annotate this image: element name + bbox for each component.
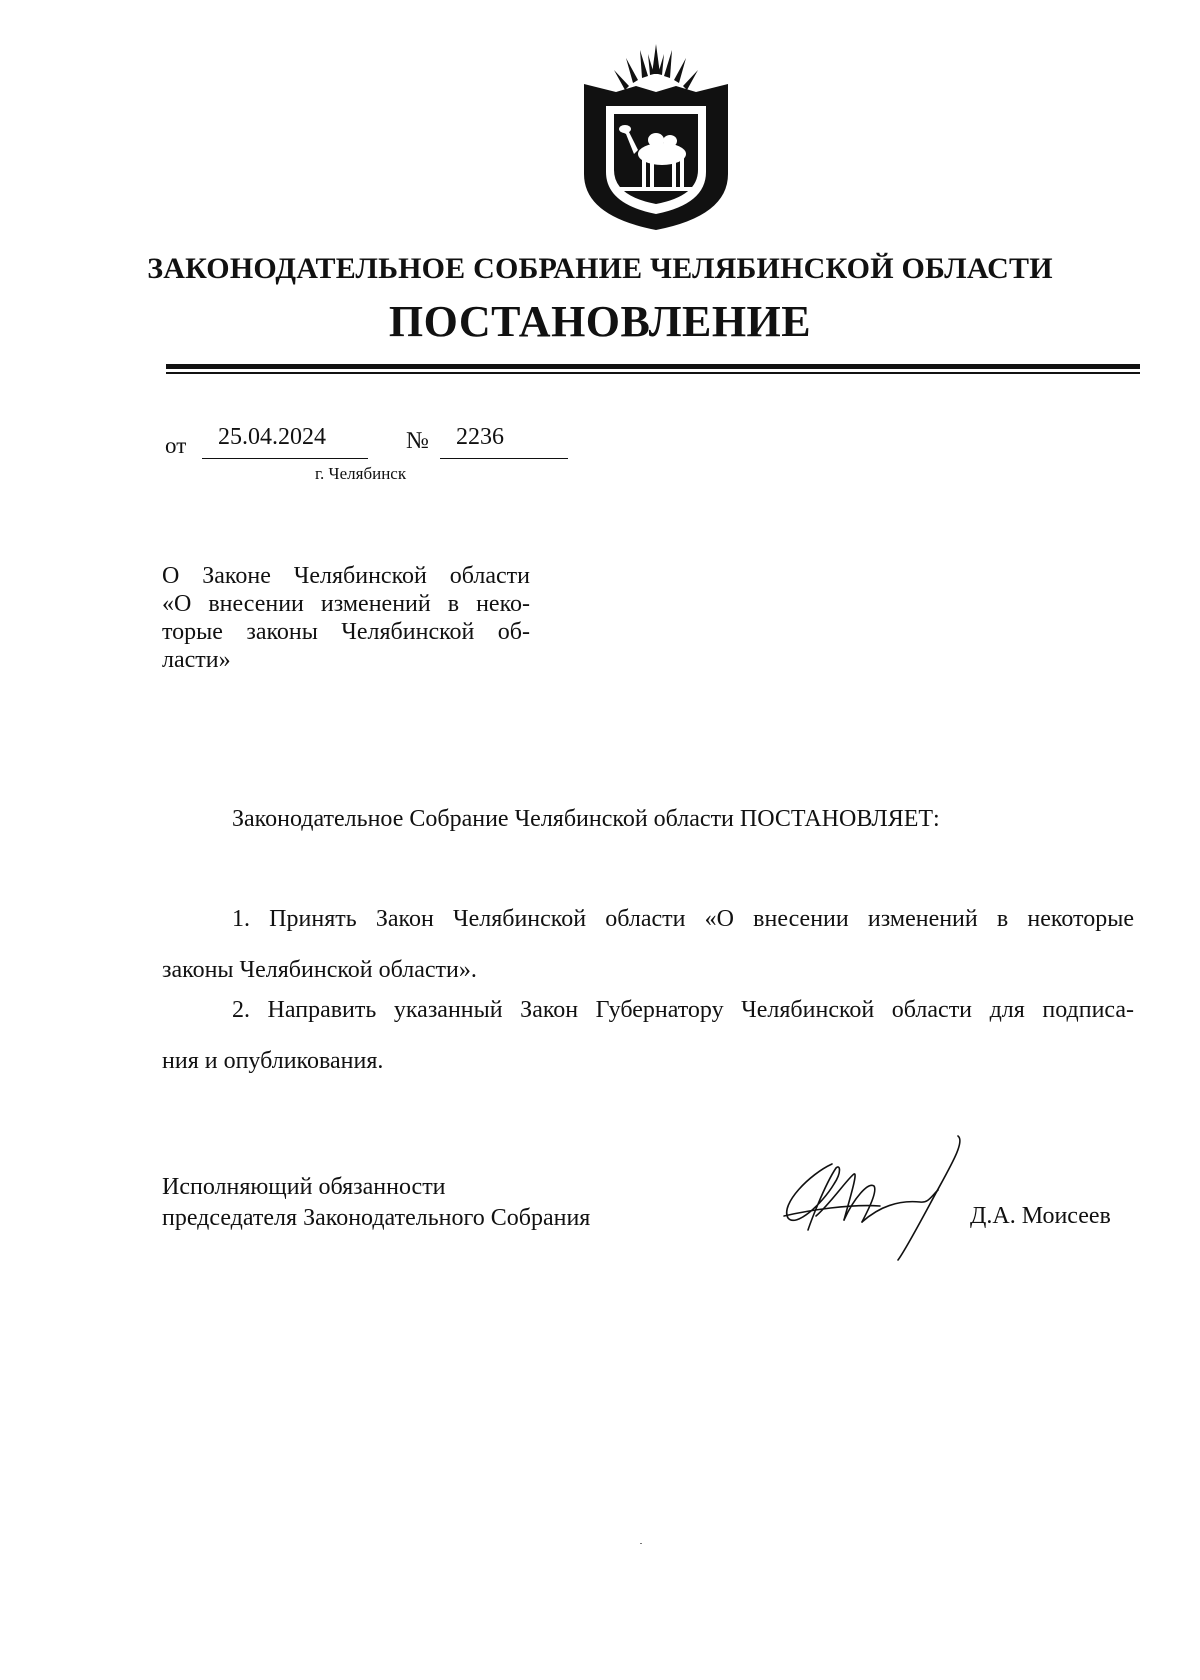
coat-of-arms-icon xyxy=(576,44,736,234)
organization-title: ЗАКОНОДАТЕЛЬНОЕ СОБРАНИЕ ЧЕЛЯБИНСКОЙ ОБЛАСТИ xyxy=(147,252,1053,285)
number-label: № xyxy=(406,428,429,454)
paragraph-line: 2. Направить указанный Закон Губернатору Челябинской области для подписа- xyxy=(232,997,1134,1023)
header-divider-thin xyxy=(166,372,1140,374)
document-number: 2236 xyxy=(456,424,504,450)
date-prefix-label: от xyxy=(165,433,187,458)
header-divider-thick xyxy=(166,364,1140,369)
subject-line: ласти» xyxy=(162,647,231,673)
signer-position-line: председателя Законодательного Собрания xyxy=(162,1205,591,1231)
subject-line: «О внесении изменений в неко- xyxy=(162,591,530,617)
signer-name: Д.А. Моисеев xyxy=(970,1203,1111,1229)
paragraph-line: 1. Принять Закон Челябинской области «О внесении изменений в некоторые xyxy=(232,906,1134,932)
city-label: г. Челябинск xyxy=(315,464,407,483)
resolves-statement: Законодательное Собрание Челябинской области ПОСТАНОВЛЯЕТ: xyxy=(232,806,940,832)
document-type-title: ПОСТАНОВЛЕНИЕ xyxy=(388,297,812,346)
signer-position xyxy=(162,1172,590,1234)
subject-line: торые законы Челябинской об- xyxy=(162,619,530,645)
resolution-item-1 xyxy=(162,894,1134,996)
date-underline xyxy=(202,458,368,459)
resolution-item-2 xyxy=(162,985,1134,1087)
paragraph-line: законы Челябинской области». xyxy=(162,957,477,983)
handwritten-signature-icon xyxy=(770,1134,1010,1264)
document-subject xyxy=(162,562,530,674)
signer-position-line: Исполняющий обязанности xyxy=(162,1174,446,1200)
number-underline xyxy=(440,458,568,459)
document-date: 25.04.2024 xyxy=(218,424,326,450)
subject-line: О Законе Челябинской области xyxy=(162,563,530,589)
scan-speck xyxy=(640,1543,642,1544)
paragraph-line: ния и опубликования. xyxy=(162,1048,384,1074)
